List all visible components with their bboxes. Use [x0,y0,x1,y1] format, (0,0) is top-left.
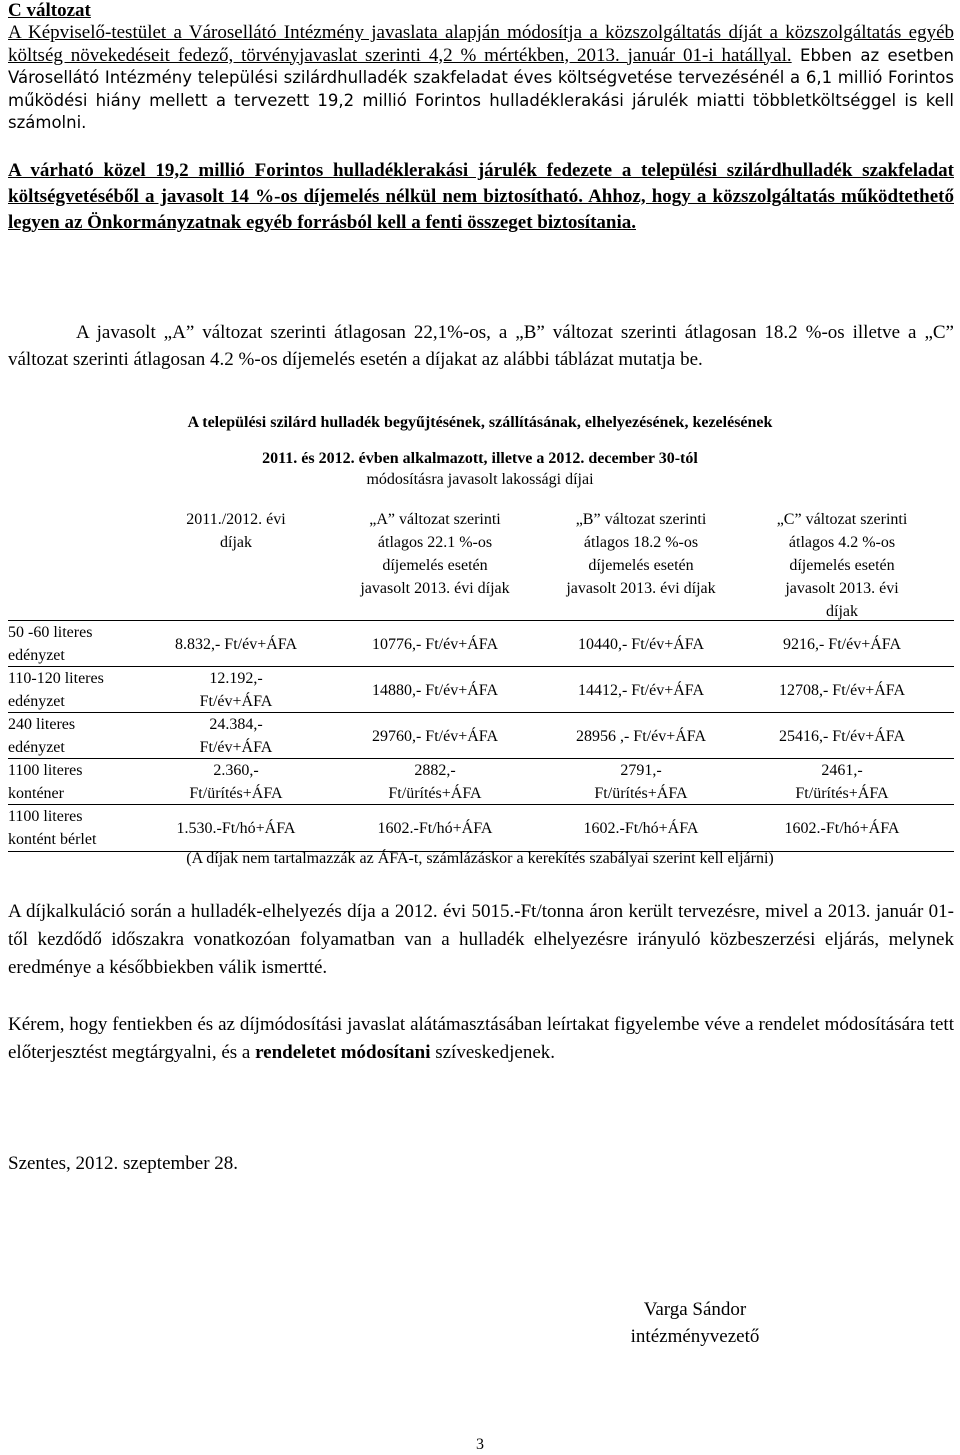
column-header-line: javasolt 2013. évi [785,580,899,597]
kerem-text: Kérem, hogy fentiekben és az díjmódosítási javaslat alátámasztásában leírtakat figyelembe véve a rendelet módosítására tett előterjesztést megtárgyalni, és a [8,1014,954,1063]
row-label-line: 240 literes [8,716,76,733]
table-cell [151,667,321,713]
page-number: 3 [476,1436,484,1453]
table-cell-line: 1602.-Ft/hó+ÁFA [377,819,493,837]
date-line: Szentes, 2012. szeptember 28. [8,1153,239,1174]
table-cell-line: 12.192,- [209,670,263,687]
table-cell-line: 2791,- [620,762,662,779]
column-header-line: „B” változat szerinti [575,511,707,528]
column-header-line: „A” változat szerinti [369,511,501,528]
table-cell [732,817,952,840]
column-header-4 [742,508,942,623]
table-row-divider [8,666,954,667]
table-cell [529,725,754,748]
column-header-line: javasolt 2013. évi díjak [360,580,510,597]
table-title-line1: A települési szilárd hulladék begyűjtésének, szállításának, elhelyezésének, kezelésének [187,414,773,431]
table-cell [529,759,754,805]
intro-text: Ebben az esetben Városellátó Intézmény települési szilárdhulladék szakfeladat éves költségvetése tervezésénél a 6,1 millió Forintos működési hiány mellett a tervezett 19,2 millió Forintos hulladéklerakási járulék miatti többletköltséggel is kell számolni. [8,45,954,132]
table-cell-line: Ft/ürítés+ÁFA [189,785,283,802]
table-cell-line: 14412,- Ft/év+ÁFA [577,681,705,699]
table-cell-line: 10776,- Ft/év+ÁFA [371,635,499,653]
column-header-line: átlagos 18.2 %-os [583,534,699,551]
column-header-line: „C” változat szerinti [776,511,908,528]
intro-paragraph [8,22,954,135]
kerem-text-end: szíveskedjenek. [430,1042,555,1063]
table-cell [732,633,952,656]
table-note: (A díjak nem tartalmazzák az ÁFA-t, számlázáskor a kerekítés szabályai szerint kell eljárni) [186,850,774,867]
table-row-divider [8,712,954,713]
column-header-line: díjak [826,603,858,620]
table-cell-line: Ft/ürítés+ÁFA [388,785,482,802]
column-header-line: díjemelés esetén [789,557,895,574]
row-label-line: edényzet [8,693,65,710]
table-cell-line: 28956 ,- Ft/év+ÁFA [575,727,707,745]
table-cell [323,817,548,840]
table-row-divider [8,620,954,621]
table-cell-line: 14880,- Ft/év+ÁFA [371,681,499,699]
table-cell [323,759,548,805]
column-header-1 [161,508,311,554]
table-cell-line: Ft/ürítés+ÁFA [594,785,688,802]
row-label-line: 50 -60 literes [8,624,93,641]
bold-paragraph: A várható közel 19,2 millió Forintos hulladéklerakási járulék fedezete a települési szilárdhulladék szakfeladat költségvetéséből a javasolt 14 %-os díjemelés nélkül nem biztosítható. Ahhoz, hogy a közszolgáltatás működtethető legyen az Önkormányzatnak egyéb forrásból kell a fenti összeget biztosítania. [8,160,954,233]
table-cell-line: 9216,- Ft/év+ÁFA [782,635,902,653]
table-cell [529,633,754,656]
table-cell [529,817,754,840]
signature-name: Varga Sándor [643,1299,747,1320]
row-label [8,759,83,805]
javaslat-paragraph: A javasolt „A” változat szerinti átlagosan 22,1%-os, a „B” változat szerinti átlagosan 18.2 %-os illetve a „C” változat szerinti átlagosan 4.2 %-os díjemelés esetén a díjakat az alábbi táblázat mutatja be. [8,322,954,370]
table-cell-line: 1602.-Ft/hó+ÁFA [583,819,699,837]
row-label [8,667,104,713]
table-cell [151,713,321,759]
row-label-line: edényzet [8,739,65,756]
table-cell [732,759,952,805]
table-cell-line: 12708,- Ft/év+ÁFA [778,681,906,699]
table-cell-line: 24.384,- [209,716,263,733]
table-cell-line: 25416,- Ft/év+ÁFA [778,727,906,745]
column-header-3 [539,508,744,600]
column-header-line: díjemelés esetén [588,557,694,574]
row-label-line: kontént bérlet [8,831,97,848]
table-cell-line: 1602.-Ft/hó+ÁFA [784,819,900,837]
table-cell [151,633,321,656]
table-cell-line: 29760,- Ft/év+ÁFA [371,727,499,745]
column-header-line: átlagos 22.1 %-os [377,534,493,551]
table-cell [323,679,548,702]
table-cell-line: Ft/ürítés+ÁFA [795,785,889,802]
table-cell [323,633,548,656]
row-label [8,621,92,667]
table-cell [529,679,754,702]
section-heading: C változat [8,0,91,21]
table-cell-line: 1.530.-Ft/hó+ÁFA [176,819,296,837]
kerem-bold-text: rendeletet módosítani [255,1042,431,1063]
table-subtitle: módosításra javasolt lakossági díjai [366,471,594,488]
table-cell [151,759,321,805]
kalkulacio-paragraph: A díjkalkuláció során a hulladék-elhelyezés díja a 2012. évi 5015.-Ft/tonna áron került tervezésre, mivel a 2013. január 01-től kezdődő időszakra vonatkozóan folyamatban van a hulladék elhelyezésre irányuló közbeszerzési eljárás, melynek eredménye a későbbiekben válik ismertté. [8,901,954,978]
table-cell-line: 2461,- [821,762,863,779]
table-cell [151,817,321,840]
table-cell-line: 2.360,- [213,762,259,779]
column-header-line: díjemelés esetén [382,557,488,574]
table-cell-line: 8.832,- Ft/év+ÁFA [174,635,298,653]
row-label [8,713,75,759]
column-header-line: átlagos 4.2 %-os [788,534,896,551]
row-label-line: 1100 literes [8,762,83,779]
table-cell-line: 10440,- Ft/év+ÁFA [577,635,705,653]
column-header-line: javasolt 2013. évi díjak [566,580,716,597]
table-cell [732,725,952,748]
row-label-line: konténer [8,785,64,802]
table-title-line2: 2011. és 2012. évben alkalmazott, illetve a 2012. december 30-tól [262,450,698,467]
kerem-paragraph [8,1011,954,1067]
table-cell [732,679,952,702]
row-label-line: 1100 literes [8,808,83,825]
row-label-line: edényzet [8,647,65,664]
row-label-line: 110-120 literes [8,670,104,687]
table-cell [323,725,548,748]
column-header-2 [333,508,538,600]
table-cell-line: Ft/év+ÁFA [199,739,273,756]
signature-title: intézményvezető [630,1326,760,1347]
column-header-line: 2011./2012. évi [186,511,286,528]
table-cell-line: Ft/év+ÁFA [199,693,273,710]
row-label [8,805,96,851]
column-header-line: díjak [220,534,252,551]
table-cell-line: 2882,- [414,762,456,779]
intro-underlined-text: A Képviselő-testület a Városellátó Intézmény javaslata alapján módosítja a közszolgáltatás díját a közszolgáltatás egyéb költség növekedéseit fedező, törvényjavaslat szerinti 4,2 % mértékben, 2013. január 01-i hatállyal. [8,22,954,66]
